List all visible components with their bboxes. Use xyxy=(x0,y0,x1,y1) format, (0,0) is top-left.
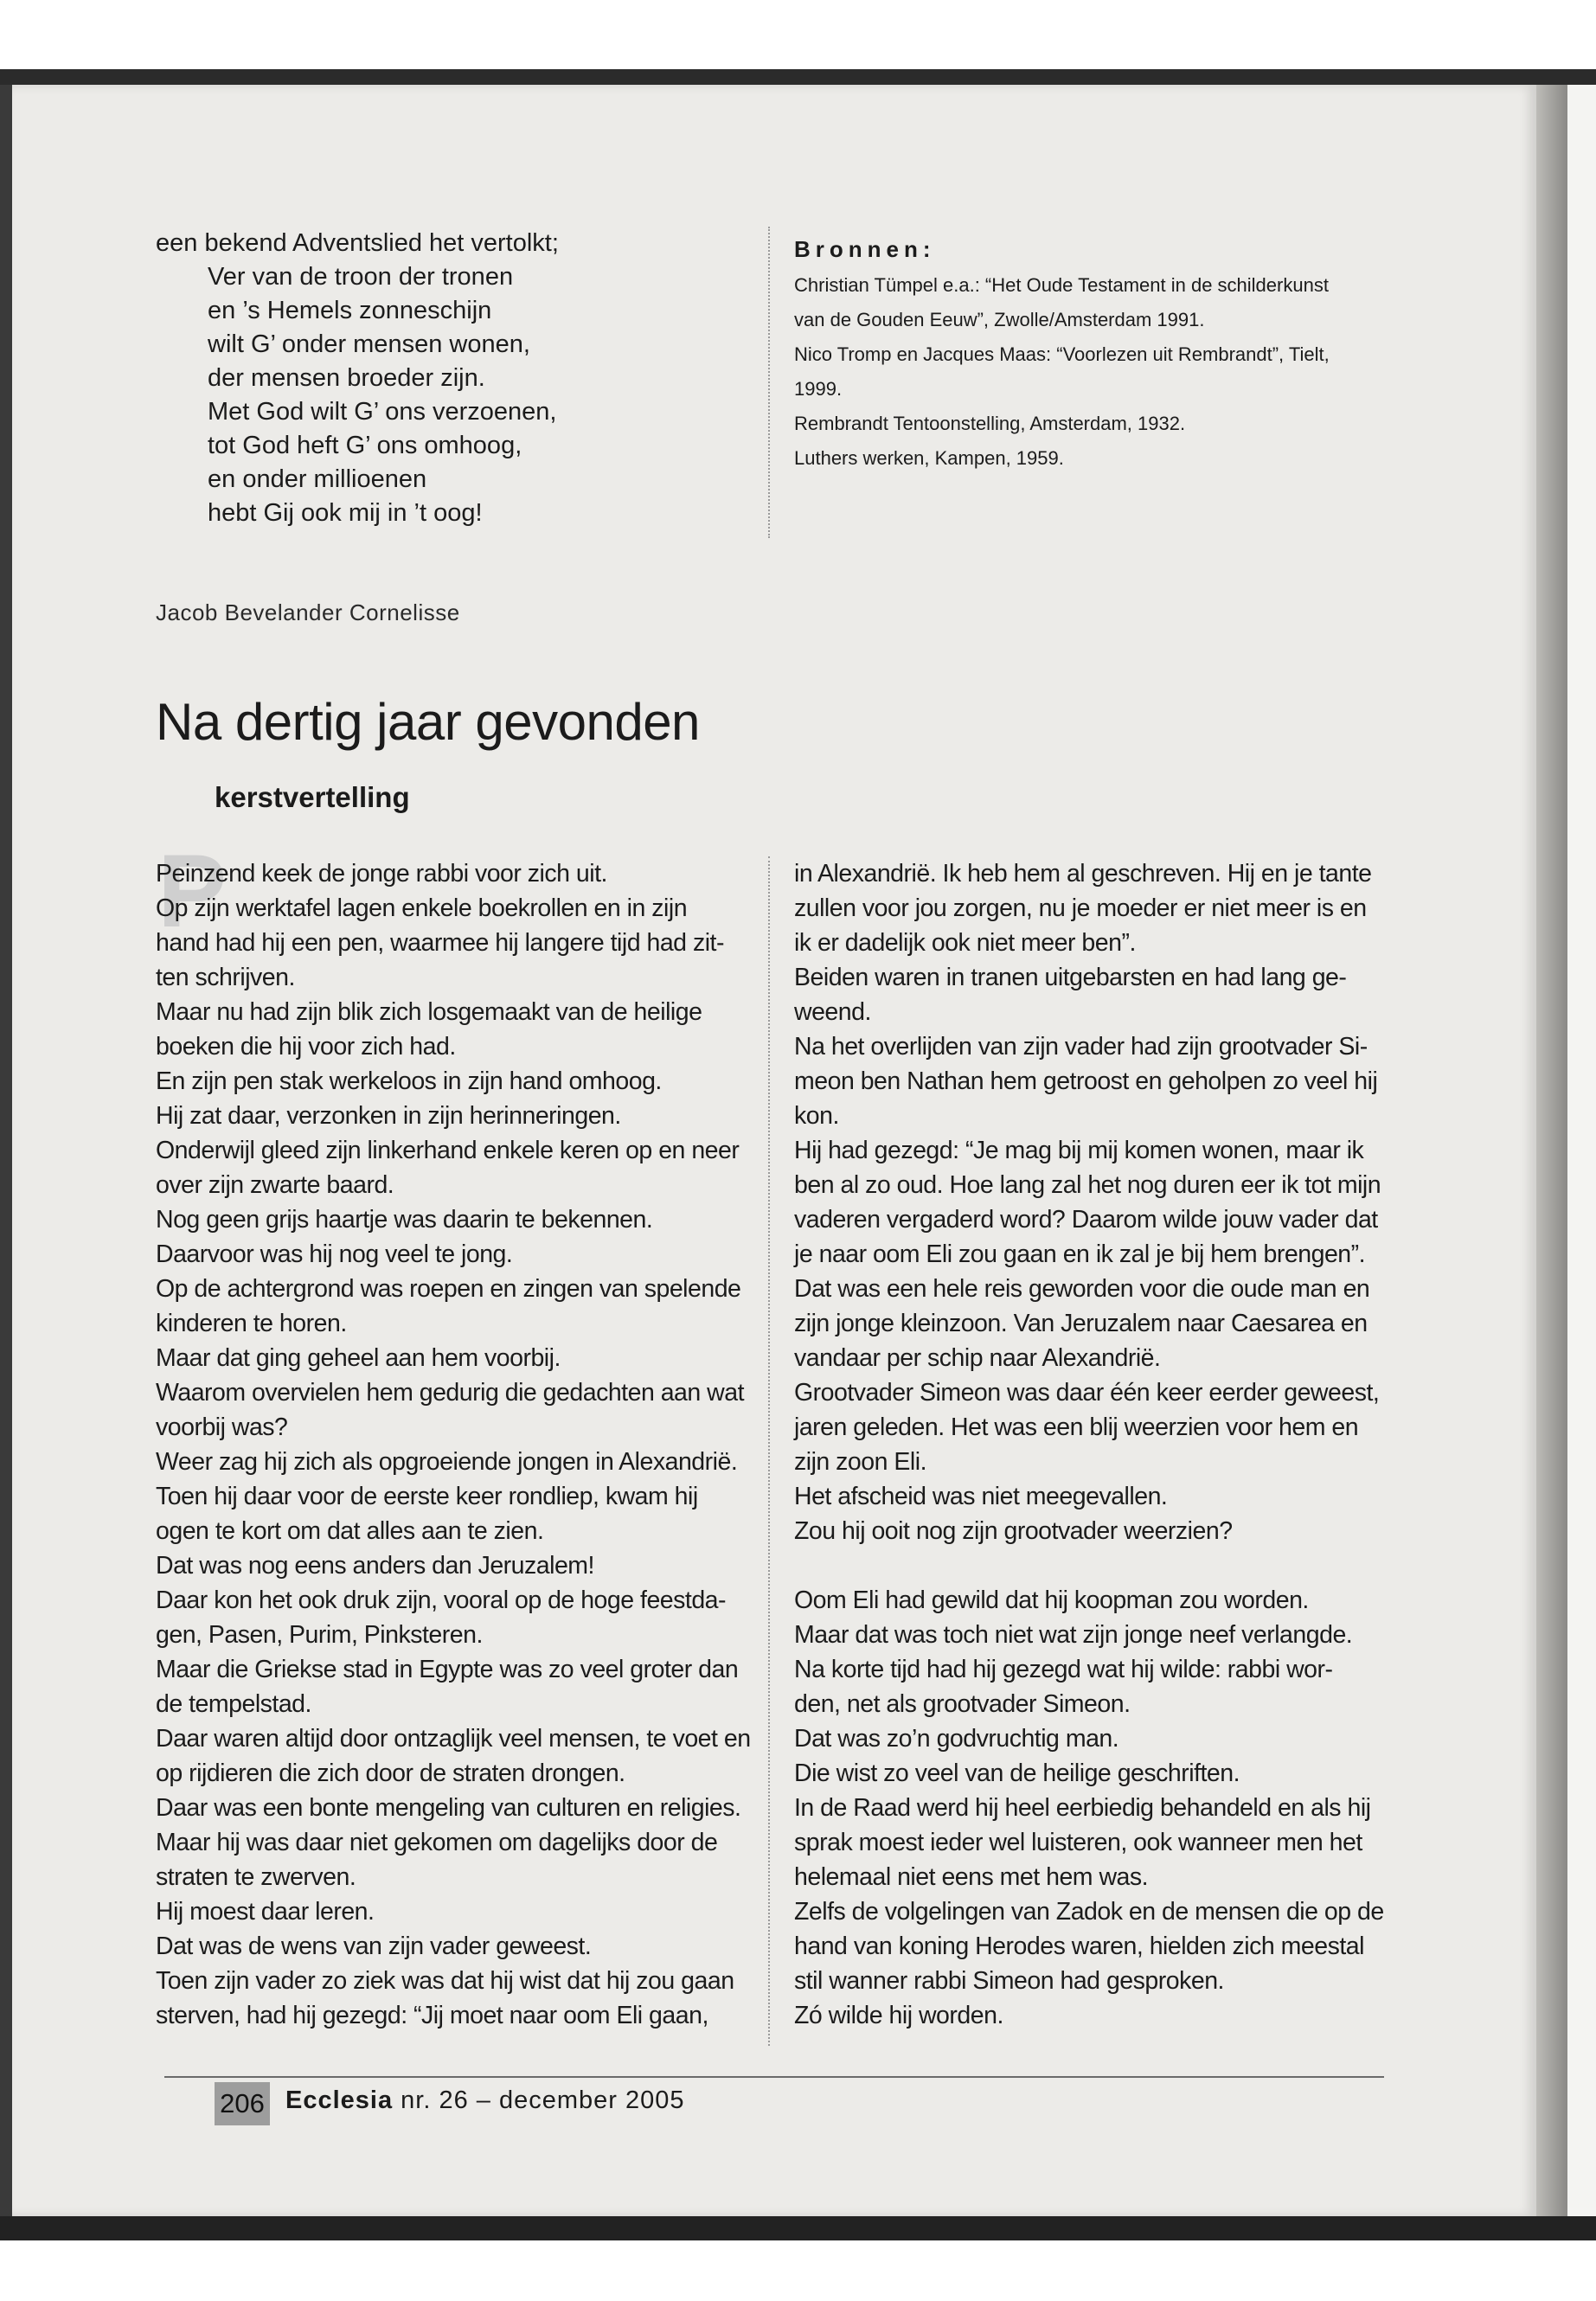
story-line: Toen hij daar voor de eerste keer rondliep, kwam hij xyxy=(156,1483,698,1510)
page-number: 206 xyxy=(215,2082,270,2125)
story-line: sprak moest ieder wel luisteren, ook wanneer men het xyxy=(794,1829,1362,1856)
story-line: stil wanner rabbi Simeon had gesproken. xyxy=(794,1967,1224,1995)
sources-heading: Bronnen: xyxy=(794,236,936,262)
story-line: Maar die Griekse stad in Egypte was zo veel groter dan xyxy=(156,1656,739,1683)
story-line: Daarvoor was hij nog veel te jong. xyxy=(156,1240,513,1268)
story-line: Onderwijl gleed zijn linkerhand enkele keren op en neer xyxy=(156,1137,740,1164)
story-line: Hij had gezegd: “Je mag bij mij komen wonen, maar ik xyxy=(794,1137,1364,1164)
story-line: Maar hij was daar niet gekomen om dagelijks door de xyxy=(156,1829,718,1856)
poem-line: tot God heft G’ ons omhoog, xyxy=(208,432,522,459)
book-spine xyxy=(1536,85,1567,2216)
story-line: den, net als grootvader Simeon. xyxy=(794,1690,1131,1718)
story-line: boeken die hij voor zich had. xyxy=(156,1033,456,1061)
story-line: helemaal niet eens met hem was. xyxy=(794,1863,1149,1891)
story-line: straten te zwerven. xyxy=(156,1863,356,1891)
footer-rule xyxy=(164,2076,1384,2078)
story-line: Weer zag hij zich als opgroeiende jongen in Alexandrië. xyxy=(156,1448,738,1476)
story-line: hand had hij een pen, waarmee hij langere tijd had zit- xyxy=(156,929,724,957)
article-subtitle: kerstvertelling xyxy=(215,781,410,813)
footer-publication xyxy=(285,2086,685,2115)
source-item: Rembrandt Tentoonstelling, Amsterdam, 1932. xyxy=(794,413,1186,434)
story-line: Dat was de wens van zijn vader geweest. xyxy=(156,1932,592,1960)
column-divider xyxy=(768,227,770,538)
story-line xyxy=(794,1548,1391,1583)
source-item: Luthers werken, Kampen, 1959. xyxy=(794,447,1064,469)
poem-line: der mensen broeder zijn. xyxy=(208,364,485,392)
story-line: In de Raad werd hij heel eerbiedig behandeld en als hij xyxy=(794,1794,1371,1822)
story-line: over zijn zwarte baard. xyxy=(156,1171,394,1199)
story-line: Op zijn werktafel lagen enkele boekrollen en in zijn xyxy=(156,894,688,922)
source-item: Christian Tümpel e.a.: “Het Oude Testament in de schilderkunst xyxy=(794,274,1329,296)
story-line: gen, Pasen, Purim, Pinksteren. xyxy=(156,1621,483,1649)
poem-line: wilt G’ onder mensen wonen, xyxy=(208,330,530,358)
source-item: van de Gouden Eeuw”, Zwolle/Amsterdam 1991. xyxy=(794,309,1205,330)
story-line: ben al zo oud. Hoe lang zal het nog duren eer ik tot mijn xyxy=(794,1171,1381,1199)
story-line: Maar dat was toch niet wat zijn jonge neef verlangde. xyxy=(794,1621,1353,1649)
story-line: zijn zoon Eli. xyxy=(794,1448,926,1476)
story-column-right xyxy=(794,856,1391,2033)
story-line: in Alexandrië. Ik heb hem al geschreven. Hij en je tante xyxy=(794,860,1372,888)
page-edge xyxy=(1567,85,1596,2216)
story-line: Na korte tijd had hij gezegd wat hij wilde: rabbi wor- xyxy=(794,1656,1333,1683)
story-line: Het afscheid was niet meegevallen. xyxy=(794,1483,1168,1510)
poem-line: een bekend Adventslied het vertolkt; xyxy=(156,229,559,257)
story-line: Peinzend keek de jonge rabbi voor zich uit. xyxy=(156,860,607,888)
story-line: Grootvader Simeon was daar één keer eerder geweest, xyxy=(794,1379,1380,1407)
story-line: En zijn pen stak werkeloos in zijn hand omhoog. xyxy=(156,1067,662,1095)
poem xyxy=(156,227,753,530)
column-divider xyxy=(768,856,770,2046)
poem-line: en ’s Hemels zonneschijn xyxy=(208,297,492,324)
story-line: Zelfs de volgelingen van Zadok en de mensen die op de xyxy=(794,1898,1384,1926)
story-line: Dat was zo’n godvruchtig man. xyxy=(794,1725,1119,1753)
story-line: weend. xyxy=(794,998,871,1026)
story-line: kon. xyxy=(794,1102,839,1130)
story-line: Daar kon het ook druk zijn, vooral op de hoge feestda- xyxy=(156,1586,727,1614)
story-line: ogen te kort om dat alles aan te zien. xyxy=(156,1517,544,1545)
story-line: je naar oom Eli zou gaan en ik zal je bij hem brengen”. xyxy=(794,1240,1366,1268)
sources-box xyxy=(794,232,1391,476)
story-line: Dat was een hele reis geworden voor die oude man en xyxy=(794,1275,1370,1303)
story-line: Maar nu had zijn blik zich losgemaakt van de heilige xyxy=(156,998,702,1026)
article-title: Na dertig jaar gevonden xyxy=(156,693,700,751)
story-line: Waarom overvielen hem gedurig die gedachten aan wat xyxy=(156,1379,745,1407)
poem-line: Met God wilt G’ ons verzoenen, xyxy=(208,398,557,426)
magazine-name: Ecclesia xyxy=(285,2086,394,2114)
poem-line: Ver van de troon der tronen xyxy=(208,263,514,291)
story-line: zullen voor jou zorgen, nu je moeder er niet meer is en xyxy=(794,894,1367,922)
story-line: Dat was nog eens anders dan Jeruzalem! xyxy=(156,1552,594,1580)
story-line: Zó wilde hij worden. xyxy=(794,2002,1003,2029)
issue-info: nr. 26 – december 2005 xyxy=(401,2086,685,2114)
story-line: sterven, had hij gezegd: “Jij moet naar oom Eli gaan, xyxy=(156,2002,708,2029)
story-column-left xyxy=(156,856,753,2033)
story-line: op rijdieren die zich door de straten drongen. xyxy=(156,1759,625,1787)
story-line: kinderen te horen. xyxy=(156,1310,347,1337)
story-line: Na het overlijden van zijn vader had zijn grootvader Si- xyxy=(794,1033,1368,1061)
story-line: Nog geen grijs haartje was daarin te bekennen. xyxy=(156,1206,653,1234)
source-item: 1999. xyxy=(794,378,843,400)
story-line: zijn jonge kleinzoon. Van Jeruzalem naar Caesarea en xyxy=(794,1310,1368,1337)
story-line: jaren geleden. Het was een blij weerzien voor hem en xyxy=(794,1413,1359,1441)
story-line: Daar waren altijd door ontzaglijk veel mensen, te voet en xyxy=(156,1725,751,1753)
story-line: vandaar per schip naar Alexandrië. xyxy=(794,1344,1161,1372)
story-line: Maar dat ging geheel aan hem voorbij. xyxy=(156,1344,561,1372)
story-line: Hij zat daar, verzonken in zijn herinneringen. xyxy=(156,1102,621,1130)
story-line: ten schrijven. xyxy=(156,964,295,991)
story-line: Op de achtergrond was roepen en zingen van spelende xyxy=(156,1275,741,1303)
story-line: de tempelstad. xyxy=(156,1690,311,1718)
story-line: Toen zijn vader zo ziek was dat hij wist dat hij zou gaan xyxy=(156,1967,734,1995)
story-line: Zou hij ooit nog zijn grootvader weerzien? xyxy=(794,1517,1233,1545)
scan-border-top xyxy=(0,0,1596,69)
scan-shadow-top xyxy=(0,69,1596,85)
story-line: voorbij was? xyxy=(156,1413,288,1441)
story-line: Die wist zo veel van de heilige geschriften. xyxy=(794,1759,1240,1787)
story-line: ik er dadelijk ook niet meer ben”. xyxy=(794,929,1136,957)
story-line: meon ben Nathan hem getroost en geholpen zo veel hij xyxy=(794,1067,1378,1095)
story-line: hand van koning Herodes waren, hielden zich meestal xyxy=(794,1932,1364,1960)
scan-border-bottom xyxy=(0,2240,1596,2301)
story-line: vaderen vergaderd word? Daarom wilde jouw vader dat xyxy=(794,1206,1378,1234)
poem-line: en onder millioenen xyxy=(208,465,427,493)
poem-line: hebt Gij ook mij in ’t oog! xyxy=(208,499,483,527)
story-line: Oom Eli had gewild dat hij koopman zou worden. xyxy=(794,1586,1309,1614)
source-item: Nico Tromp en Jacques Maas: “Voorlezen uit Rembrandt”, Tielt, xyxy=(794,343,1330,365)
scan-shadow-bottom xyxy=(0,2216,1596,2240)
story-line: Beiden waren in tranen uitgebarsten en had lang ge- xyxy=(794,964,1347,991)
author-byline: Jacob Bevelander Cornelisse xyxy=(156,599,460,625)
story-line: Daar was een bonte mengeling van culturen en religies. xyxy=(156,1794,741,1822)
story-line: Hij moest daar leren. xyxy=(156,1898,375,1926)
drop-cap: P xyxy=(157,833,228,949)
